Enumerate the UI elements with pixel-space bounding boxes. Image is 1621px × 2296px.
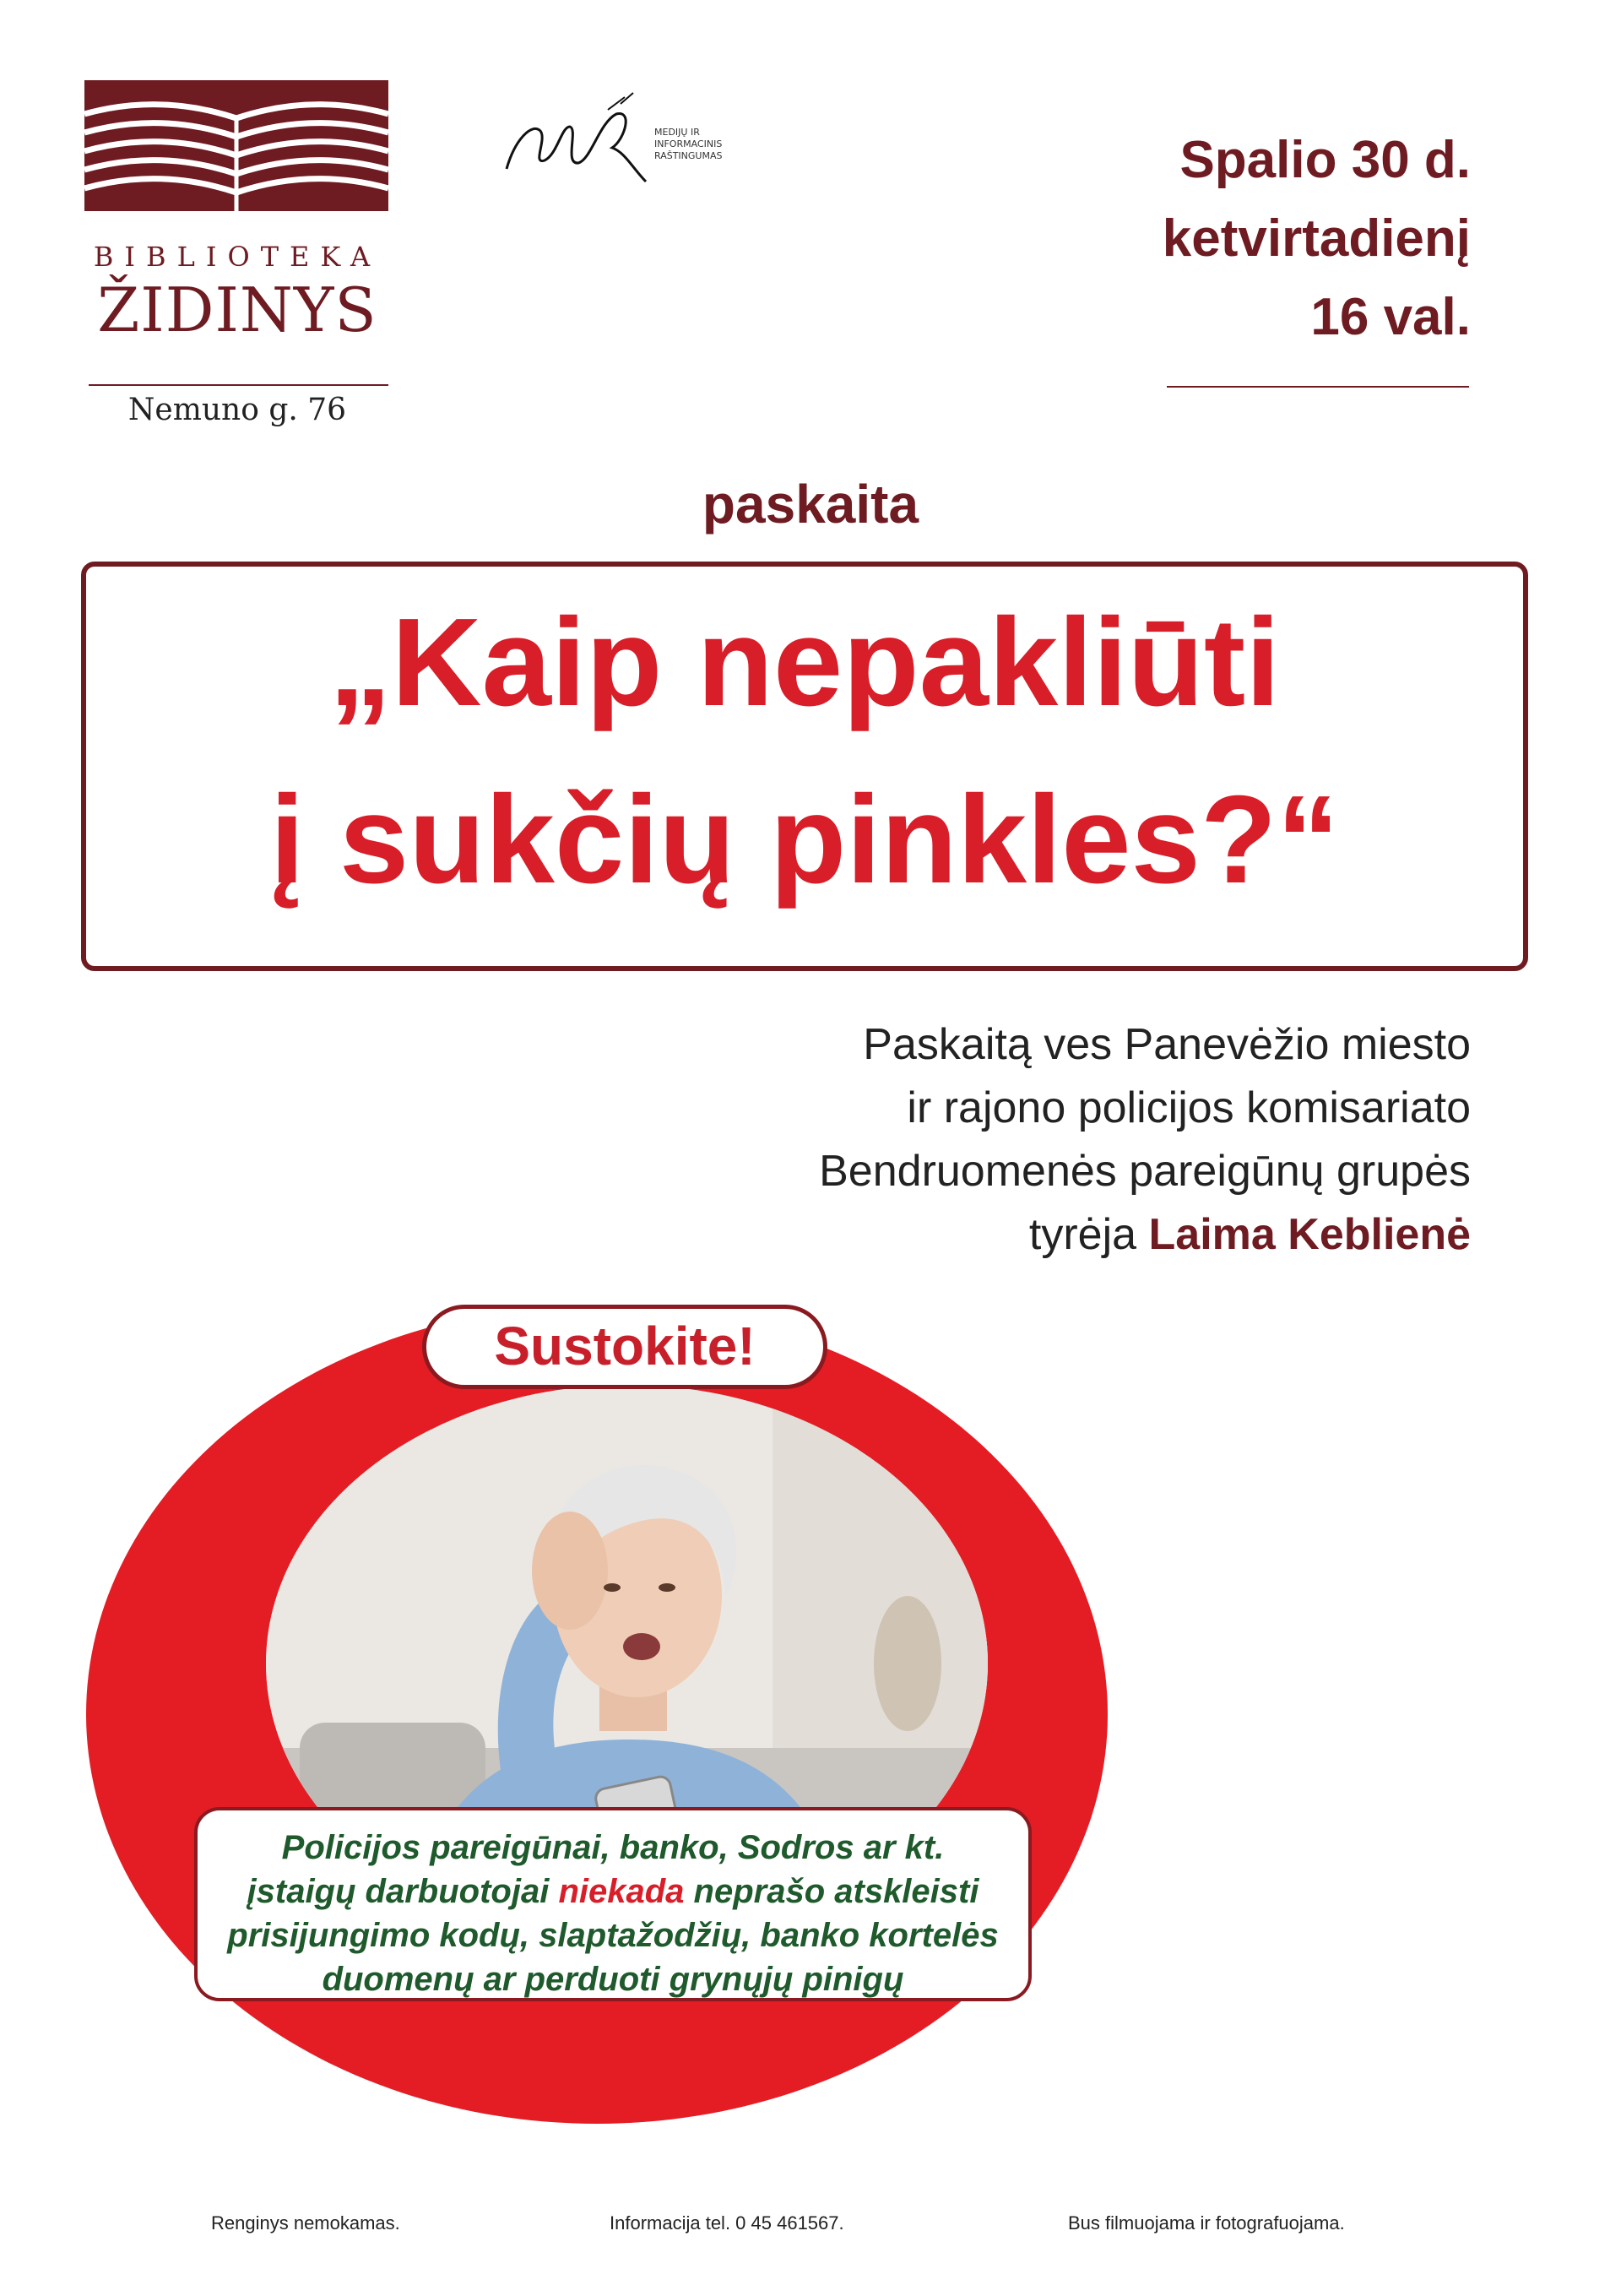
speaker-role: tyrėja	[1028, 1210, 1137, 1259]
warning-line-3: prisijungimo kodų, slaptažodžių, banko kortelės	[227, 1917, 999, 1954]
footer-info-phone: Informacija tel. 0 45 461567.	[610, 2212, 844, 2234]
media-literacy-logo-icon	[498, 89, 735, 194]
date-line-2: ketvirtadienį	[1162, 209, 1471, 268]
stop-badge: Sustokite!	[422, 1305, 827, 1389]
partner-caption-3: RAŠTINGUMAS	[654, 150, 723, 161]
partner-caption-2: INFORMACINIS	[654, 138, 723, 149]
speaker-info	[819, 1013, 1471, 1267]
event-title-line-2: į sukčių pinkles?“	[269, 770, 1340, 909]
partner-caption-1: MEDIJŲ IR	[654, 127, 700, 138]
warning-never: niekada	[558, 1873, 685, 1910]
date-line-1: Spalio 30 d.	[1179, 131, 1471, 189]
warning-line-1: Policijos pareigūnai, banko, Sodros ar kt.	[281, 1829, 945, 1866]
speaker-line-2: ir rajono policijos komisariato	[907, 1083, 1471, 1132]
footer-filming-notice: Bus filmuojama ir fotografuojama.	[1068, 2212, 1345, 2234]
speaker-line-3: Bendruomenės pareigūnų grupės	[819, 1147, 1471, 1196]
event-type: paskaita	[702, 474, 919, 535]
warning-line-4: duomenų ar perduoti grynųjų pinigų	[322, 1961, 904, 1998]
speaker-line-4	[819, 1203, 1471, 1267]
library-address: Nemuno g. 76	[127, 393, 347, 427]
speaker-name: Laima Keblienė	[1148, 1210, 1471, 1259]
speaker-line-1: Paskaitą ves Panevėžio miesto	[863, 1020, 1471, 1069]
date-line-3: 16 val.	[1310, 288, 1471, 346]
date-divider	[1167, 386, 1469, 388]
warning-line-2b: neprašo atskleisti	[693, 1873, 979, 1910]
warning-box	[194, 1807, 1032, 2001]
logo-divider	[89, 384, 388, 386]
event-date	[1163, 121, 1471, 356]
library-logo-book-icon	[84, 80, 388, 211]
warning-line-2a: įstaigų darbuotojai	[247, 1873, 550, 1910]
library-logo-top-text: BIBLIOTEKA	[93, 241, 382, 273]
footer-free-entry: Renginys nemokamas.	[211, 2212, 400, 2234]
event-title-line-1: „Kaip nepakliūti	[328, 593, 1281, 732]
warning-line-2	[198, 1870, 1028, 1913]
library-logo-name: ŽIDINYS	[97, 274, 377, 345]
